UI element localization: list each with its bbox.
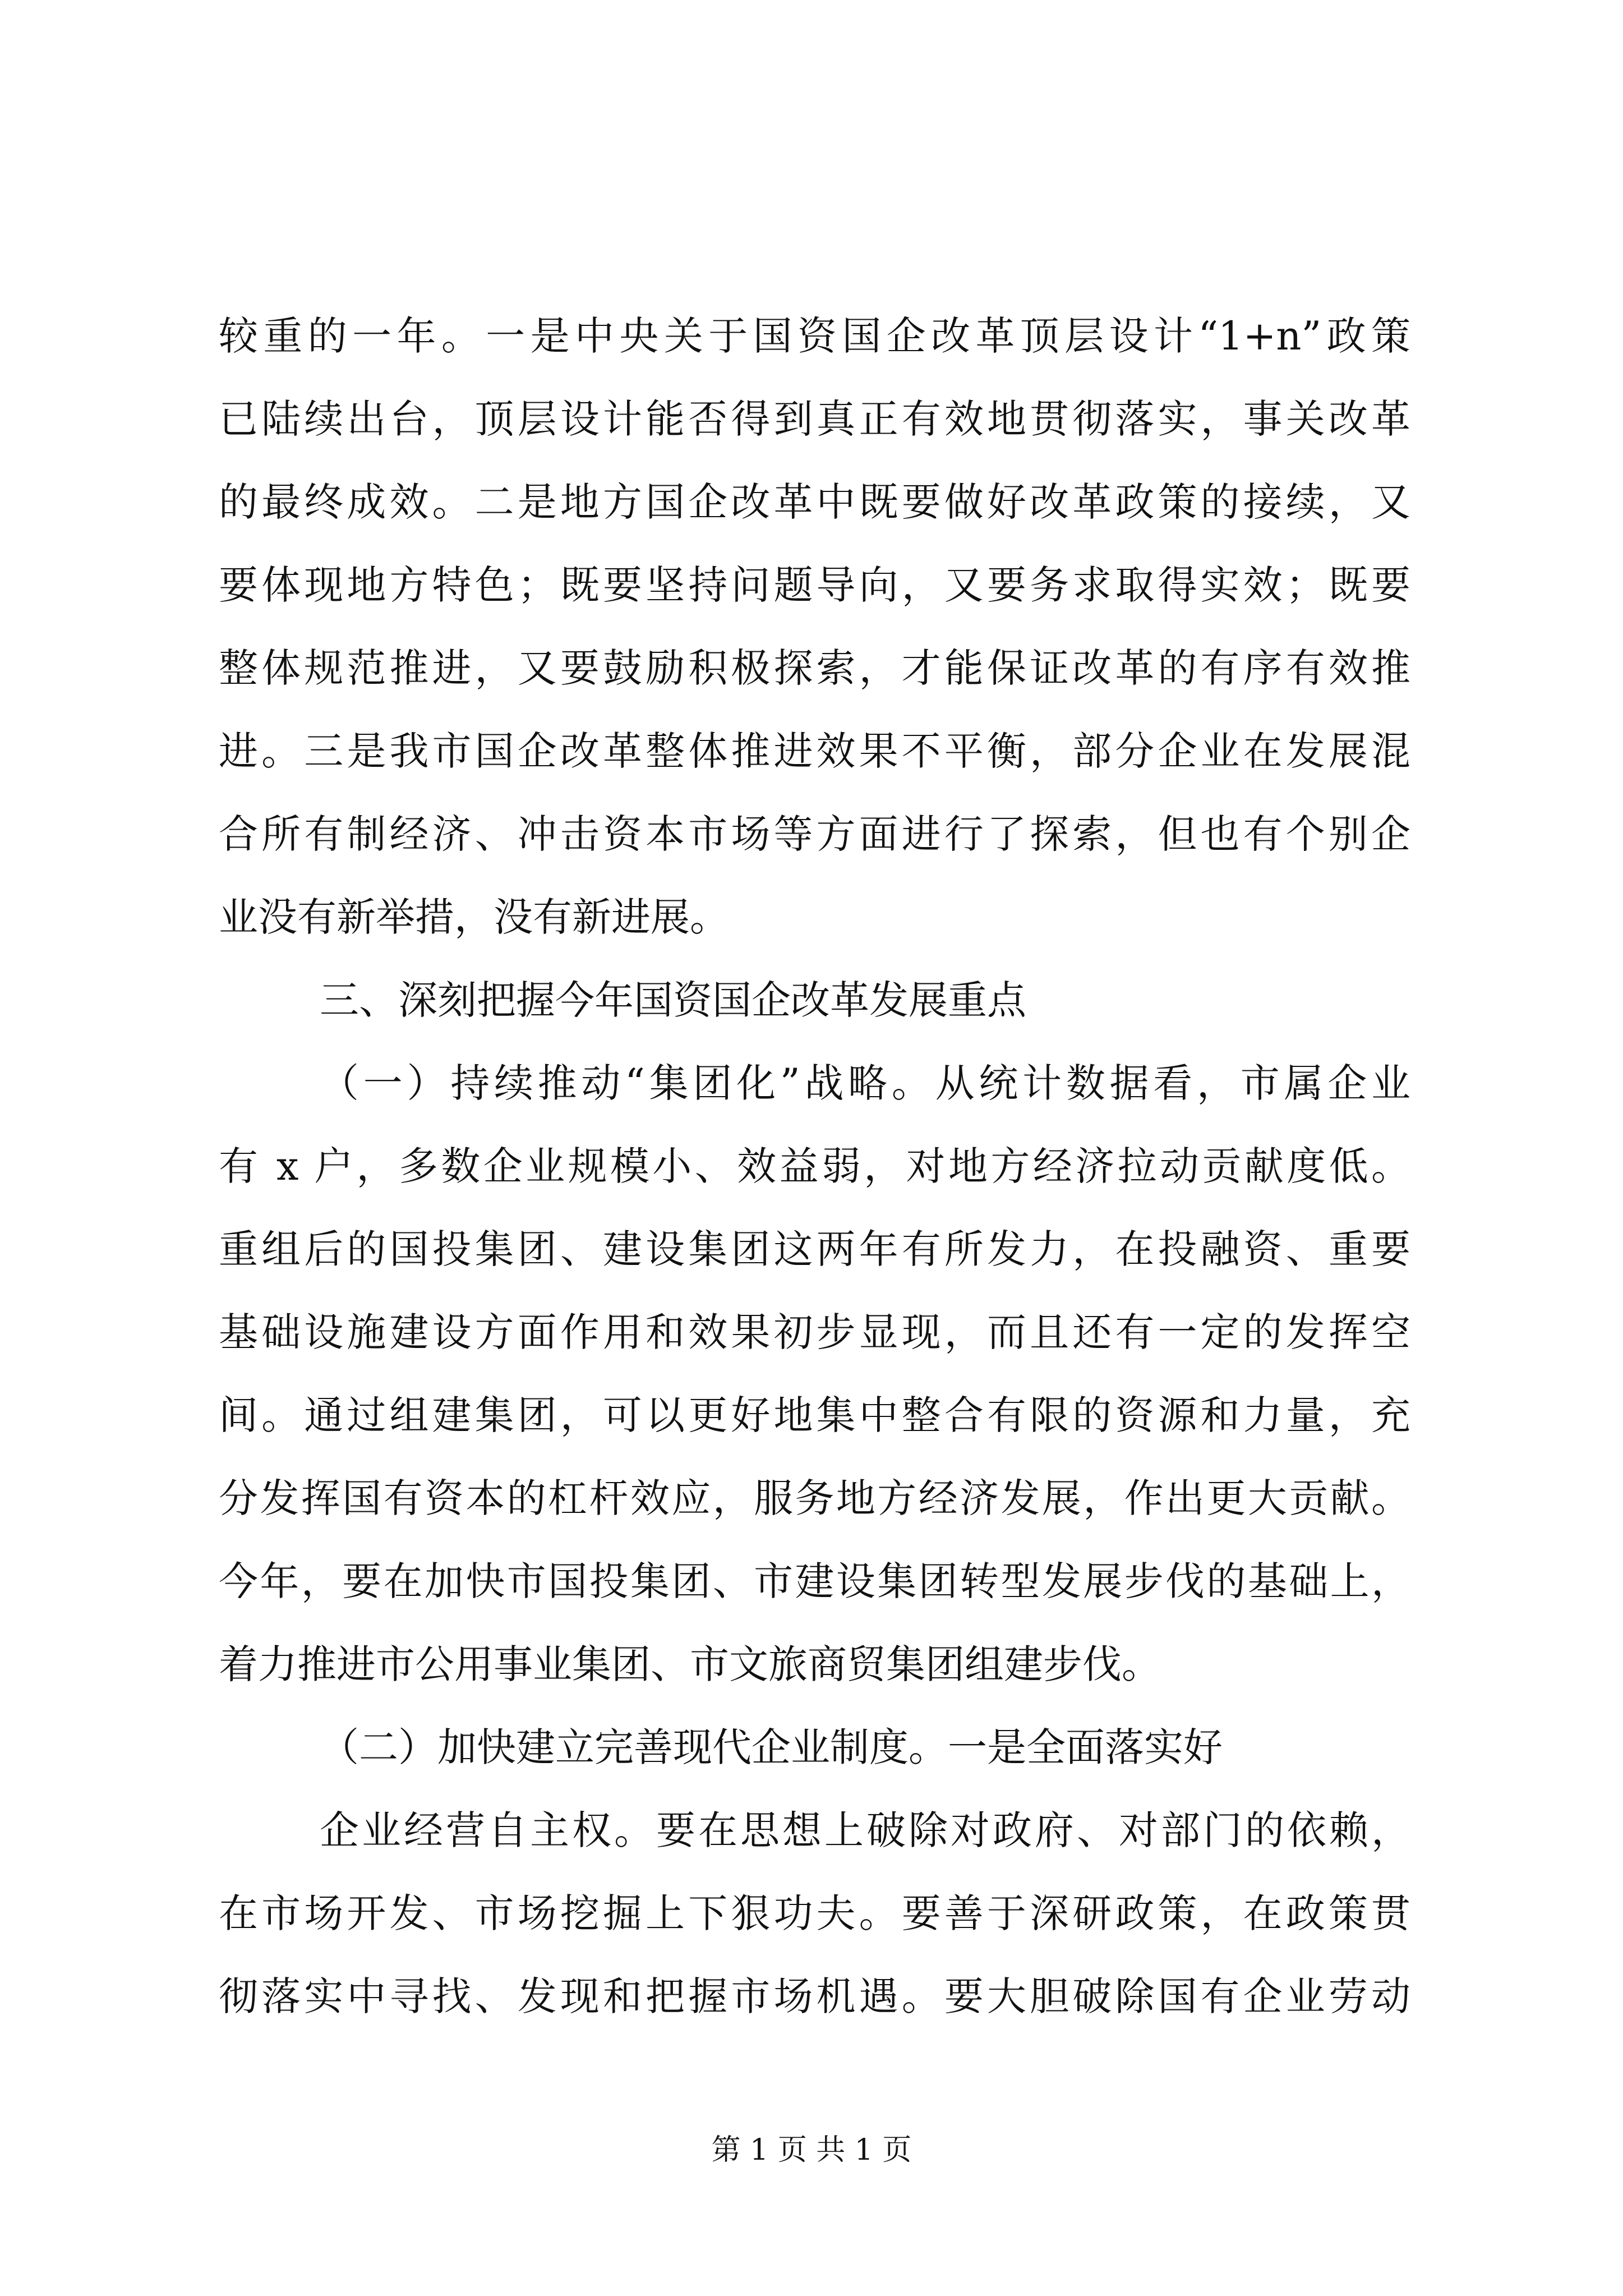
paragraph-line: 要体现地方特色；既要坚持问题导向，又要务求取得实效；既要 <box>219 562 1410 608</box>
paragraph-line: 在市场开发、市场挖掘上下狠功夫。要善于深研政策，在政策贯 <box>219 1890 1410 1936</box>
document-body <box>219 295 1410 2038</box>
paragraph-line: 今年，要在加快市国投集团、市建设集团转型发展步伐的基础上， <box>219 1558 1410 1604</box>
paragraph-line: 重组后的国投集团、建设集团这两年有所发力，在投融资、重要 <box>219 1226 1410 1272</box>
paragraph-line: 分发挥国有资本的杠杆效应，服务地方经济发展，作出更大贡献。 <box>219 1475 1410 1521</box>
paragraph-line: 进。三是我市国企改革整体推进效果不平衡，部分企业在发展混 <box>219 728 1410 774</box>
paragraph-line: 已陆续出台，顶层设计能否得到真正有效地贯彻落实，事关改革 <box>219 396 1410 442</box>
paragraph-line: 整体规范推进，又要鼓励积极探索，才能保证改革的有序有效推 <box>219 645 1410 691</box>
paragraph-line: （一）持续推动“集团化”战略。从统计数据看，市属企业 <box>320 1060 1410 1106</box>
paragraph-line: 企业经营自主权。要在思想上破除对政府、对部门的依赖， <box>320 1807 1410 1853</box>
paragraph-line: 彻落实中寻找、发现和把握市场机遇。要大胆破除国有企业劳动 <box>219 1973 1410 2019</box>
paragraph-line: 较重的一年。一是中央关于国资国企改革顶层设计“1+n”政策 <box>219 313 1410 359</box>
paragraph-line: 着力推进市公用事业集团、市文旅商贸集团组建步伐。 <box>219 1641 1161 1687</box>
subsection-heading: （二）加快建立完善现代企业制度。一是全面落实好 <box>320 1724 1223 1770</box>
page-footer: 第 1 页 共 1 页 <box>711 2133 912 2167</box>
section-heading: 三、深刻把握今年国资国企改革发展重点 <box>320 977 1026 1023</box>
paragraph-line: 业没有新举措，没有新进展。 <box>219 894 729 940</box>
paragraph-line: 间。通过组建集团，可以更好地集中整合有限的资源和力量，充 <box>219 1392 1410 1438</box>
paragraph-line: 的最终成效。二是地方国企改革中既要做好改革政策的接续，又 <box>219 479 1410 525</box>
paragraph-line: 基础设施建设方面作用和效果初步显现，而且还有一定的发挥空 <box>219 1309 1410 1355</box>
paragraph-line: 有 x 户，多数企业规模小、效益弱，对地方经济拉动贡献度低。 <box>219 1143 1410 1189</box>
paragraph-line: 合所有制经济、冲击资本市场等方面进行了探索，但也有个别企 <box>219 811 1410 857</box>
